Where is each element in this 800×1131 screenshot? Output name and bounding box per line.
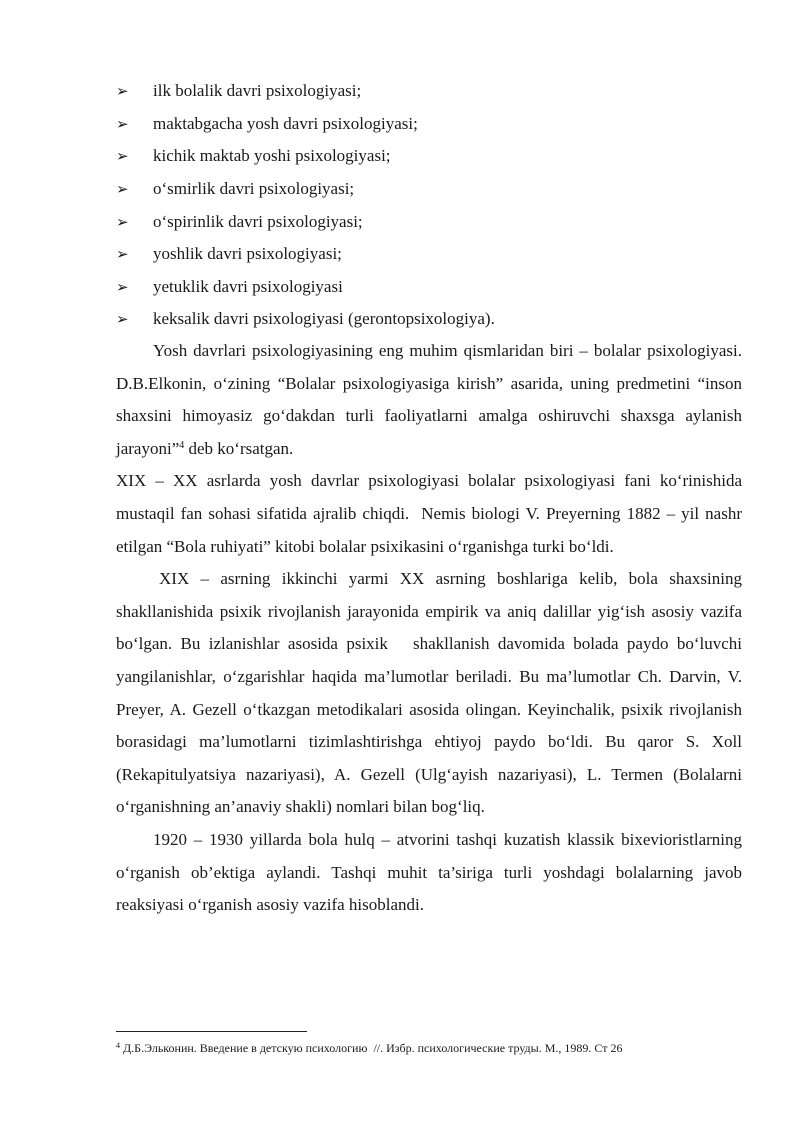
list-item-text: maktabgacha yosh davri psixologiyasi; xyxy=(153,113,418,133)
list-item xyxy=(116,173,746,206)
paragraph-behaviorists: 1920 – 1930 yillarda bola hulq – atvorini tashqi kuzatish klassik bixevioristlarning o‘rganish ob’ektiga aylandi. Tashqi muhit ta’siriga turli yoshdagi bolalarning javob reaksiyasi o‘rganish asosiy vazifa hisoblandi. xyxy=(116,829,747,915)
arrow-bullet-icon: ➢ xyxy=(116,147,129,166)
arrow-bullet-icon: ➢ xyxy=(116,277,129,296)
footnote xyxy=(116,1040,756,1056)
body-text xyxy=(116,335,747,922)
paragraph-empirical: XIX – asrning ikkinchi yarmi XX asrning boshlariga kelib, bola shaxsining shakllanishida psixik rivojlanish jarayonida empirik va aniq dalillar yig‘ish asosiy vazifa bo‘lgan. Bu izlanishlar asosida psixik shakllanish davomida bolada paydo bo‘luvchi yangilanishlar, o‘zgarishlar haqida ma’lumotlar beriladi. Bu ma’lumotlar Ch. Darvin, V. Preyer, A. Gezell o‘tkazgan metodikalari asosida olingan. Keyinchalik, psixik rivojlanish borasidagi ma’lumotlarni tizimlashtirishga ehtiyoj paydo bo‘ldi. Bu qaror S. Xoll (Rekapitulyatsiya nazariyasi), A. Gezell (Ulg‘ayish nazariyasi), L. Termen (Bolalarni o‘rganishning an’anaviy shakli) nomlari bilan bog‘liq. xyxy=(116,569,747,817)
list-item-text: keksalik davri psixologiyasi (gerontopsixologiya). xyxy=(153,309,495,329)
list-item xyxy=(116,303,746,336)
list-item xyxy=(116,108,746,141)
arrow-bullet-icon: ➢ xyxy=(116,212,129,231)
list-item-text: yoshlik davri psixologiyasi; xyxy=(153,244,342,264)
paragraph-text: deb ko‘rsatgan. xyxy=(184,438,294,458)
paragraph-preyer: XIX – XX asrlarda yosh davrlar psixologiyasi bolalar psixologiyasi fani ko‘rinishida mustaqil fan sohasi sifatida ajralib chiqdi. Nemis biologi V. Preyerning 1882 – yil nashr etilgan “Bola ruhiyati” kitobi bolalar psixikasini o‘rganishga turki bo‘ldi. xyxy=(116,471,747,556)
list-item-text: o‘smirlik davri psixologiyasi; xyxy=(153,179,355,199)
arrow-bullet-icon: ➢ xyxy=(116,245,129,264)
footnote-marker: 4 xyxy=(116,1041,120,1050)
footnote-separator xyxy=(116,1031,307,1032)
list-item-text: o‘spirinlik davri psixologiyasi; xyxy=(153,211,363,231)
list-item-text: yetuklik davri psixologiyasi xyxy=(153,276,343,296)
psychology-periods-list xyxy=(116,75,746,336)
list-item-text: kichik maktab yoshi psixologiyasi; xyxy=(153,146,391,166)
arrow-bullet-icon: ➢ xyxy=(116,82,129,101)
list-item xyxy=(116,140,746,173)
footnote-text: Д.Б.Эльконин. Введение в детскую психологию //. Избр. психологические труды. М., 1989. Ст 26 xyxy=(120,1041,623,1055)
arrow-bullet-icon: ➢ xyxy=(116,310,129,329)
paragraph-elkonin xyxy=(116,335,747,465)
list-item xyxy=(116,205,746,238)
list-item xyxy=(116,238,746,271)
arrow-bullet-icon: ➢ xyxy=(116,114,129,133)
arrow-bullet-icon: ➢ xyxy=(116,180,129,199)
list-item xyxy=(116,75,746,108)
paragraph-text: Yosh davrlari psixologiyasining eng muhim qismlaridan biri – bolalar psixologiyasi. D.B.Elkonin, o‘zining “Bolalar psixologiyasiga kirish” asarida, uning predmetini “inson shaxsini himoyasiz go‘dakdan turli faoliyatlarni amalga oshiruvchi shaxsga aylanish jarayoni” xyxy=(116,341,747,458)
list-item xyxy=(116,271,746,304)
list-item-text: ilk bolalik davri psixologiyasi; xyxy=(153,81,362,101)
footnote-reference: 4 xyxy=(179,439,185,451)
